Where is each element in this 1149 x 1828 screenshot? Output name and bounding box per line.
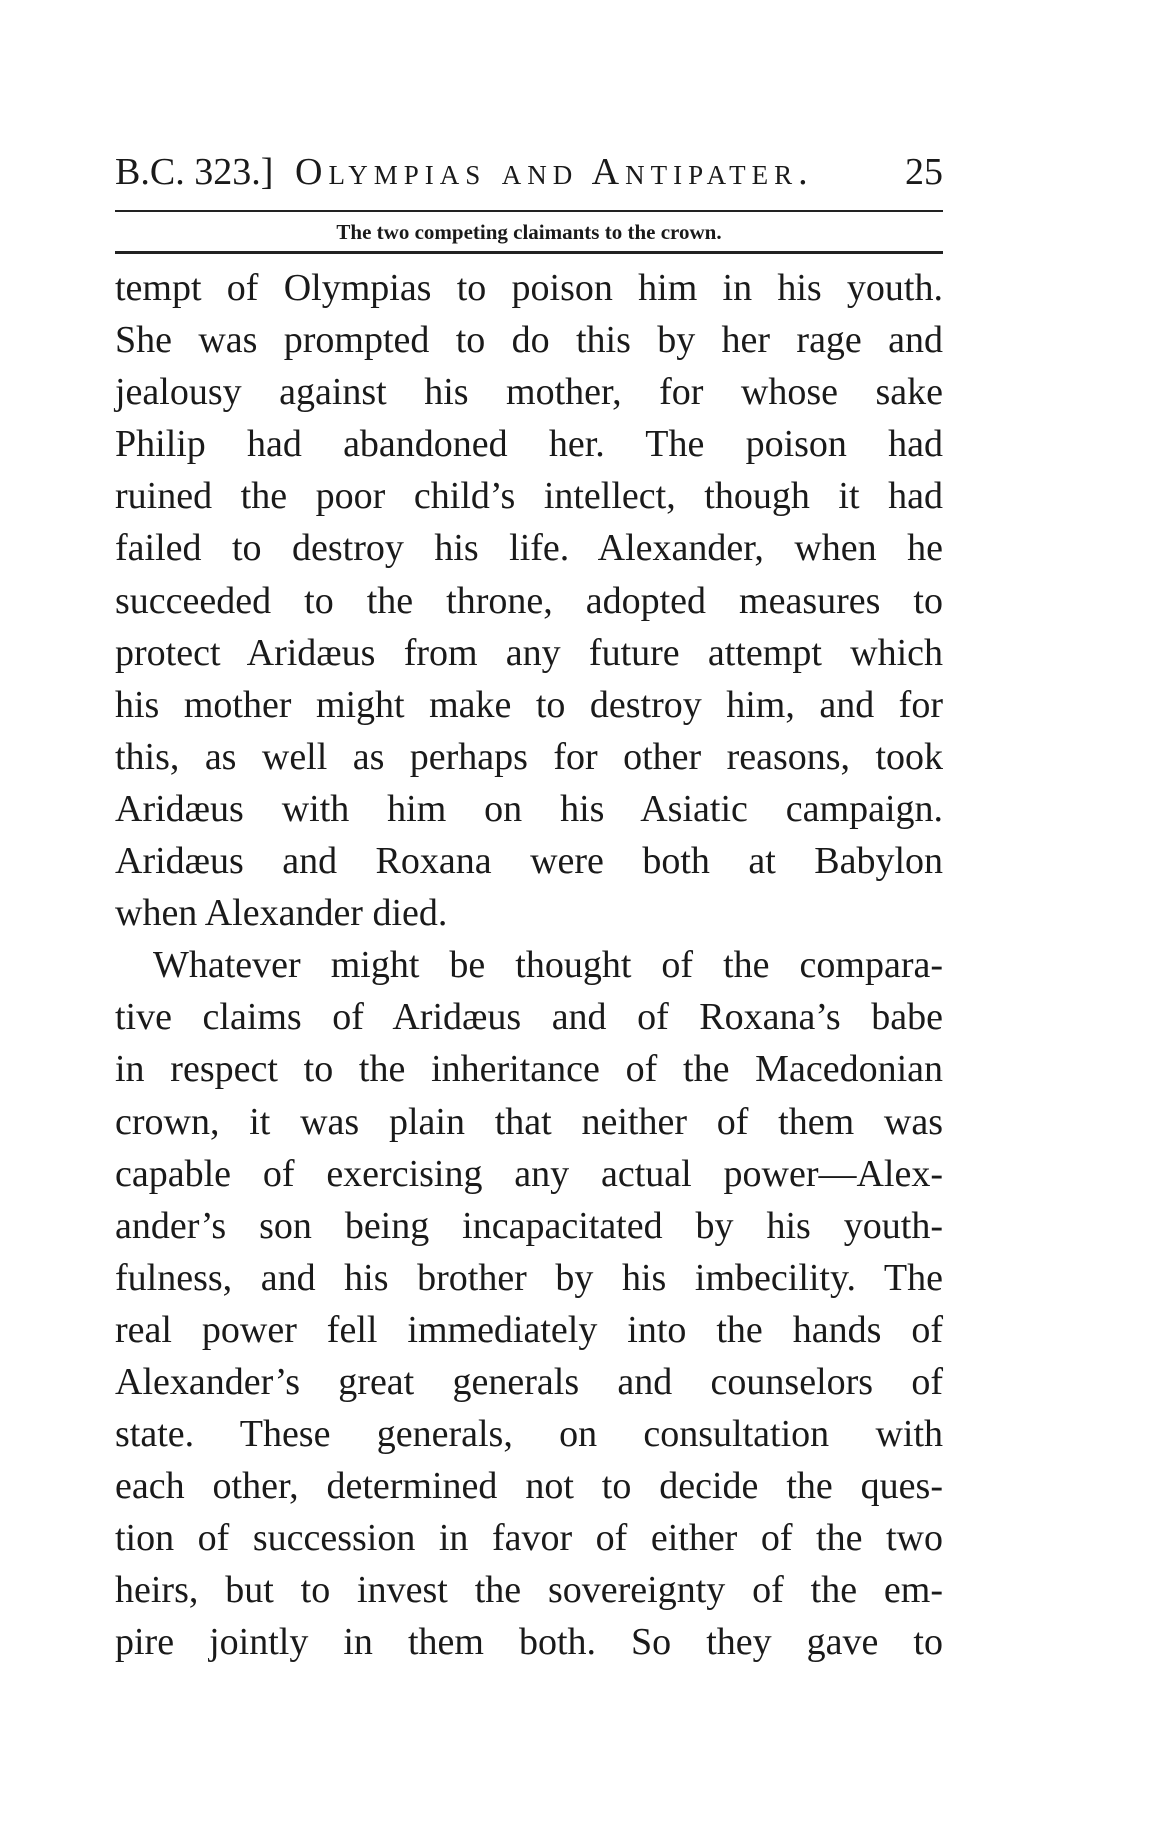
- text-line: Alexander’s great generals and counselors of: [115, 1360, 943, 1403]
- running-head: [115, 140, 943, 204]
- running-head-date: B.C. 323.]: [115, 151, 274, 193]
- text-line: when Alexander died.: [115, 892, 448, 935]
- text-line: fulness, and his brother by his imbecility. The: [115, 1256, 943, 1299]
- text-line: his mother might make to destroy him, and for: [115, 683, 943, 726]
- text-line: this, as well as perhaps for other reasons, took: [115, 735, 943, 778]
- header-rule-bottom: [115, 251, 943, 254]
- header-rule-top: [115, 210, 943, 212]
- text-line: ruined the poor child’s intellect, though it had: [115, 475, 943, 518]
- text-line: She was prompted to do this by her rage and: [115, 319, 943, 362]
- text-line: capable of exercising any actual power—Alex-: [115, 1152, 943, 1195]
- text-line: Philip had abandoned her. The poison had: [115, 423, 943, 466]
- text-line: Aridæus and Roxana were both at Babylon: [115, 840, 943, 883]
- text-line: pire jointly in them both. So they gave to: [115, 1621, 943, 1664]
- text-line: protect Aridæus from any future attempt which: [115, 631, 943, 674]
- text-line: tion of succession in favor of either of the two: [115, 1517, 943, 1560]
- text-line: in respect to the inheritance of the Macedonian: [115, 1048, 943, 1091]
- text-line: crown, it was plain that neither of them was: [115, 1100, 943, 1143]
- text-line: succeeded to the throne, adopted measures to: [115, 579, 943, 622]
- text-line: tive claims of Aridæus and of Roxana’s babe: [115, 996, 943, 1039]
- paragraph-1: [115, 262, 943, 939]
- body-text: [115, 262, 943, 1669]
- text-line: Whatever might be thought of the compara-: [153, 944, 943, 987]
- paragraph-2: [115, 939, 943, 1668]
- page-number: 25: [905, 151, 943, 193]
- text-line: ander’s son being incapacitated by his youth-: [115, 1204, 943, 1247]
- text-line: jealousy against his mother, for whose sake: [115, 371, 943, 414]
- text-line: Aridæus with him on his Asiatic campaign.: [115, 787, 943, 830]
- text-line: state. These generals, on consultation with: [115, 1413, 943, 1456]
- page-subheading: The two competing claimants to the crown.: [336, 220, 722, 244]
- text-line: heirs, but to invest the sovereignty of the em-: [115, 1569, 943, 1612]
- text-line: real power fell immediately into the hands of: [115, 1308, 943, 1351]
- text-line: failed to destroy his life. Alexander, when he: [115, 527, 943, 570]
- text-line: tempt of Olympias to poison him in his youth.: [115, 267, 943, 309]
- running-head-title: Olympias and Antipater.: [295, 151, 814, 193]
- text-line: each other, determined not to decide the ques-: [115, 1465, 943, 1508]
